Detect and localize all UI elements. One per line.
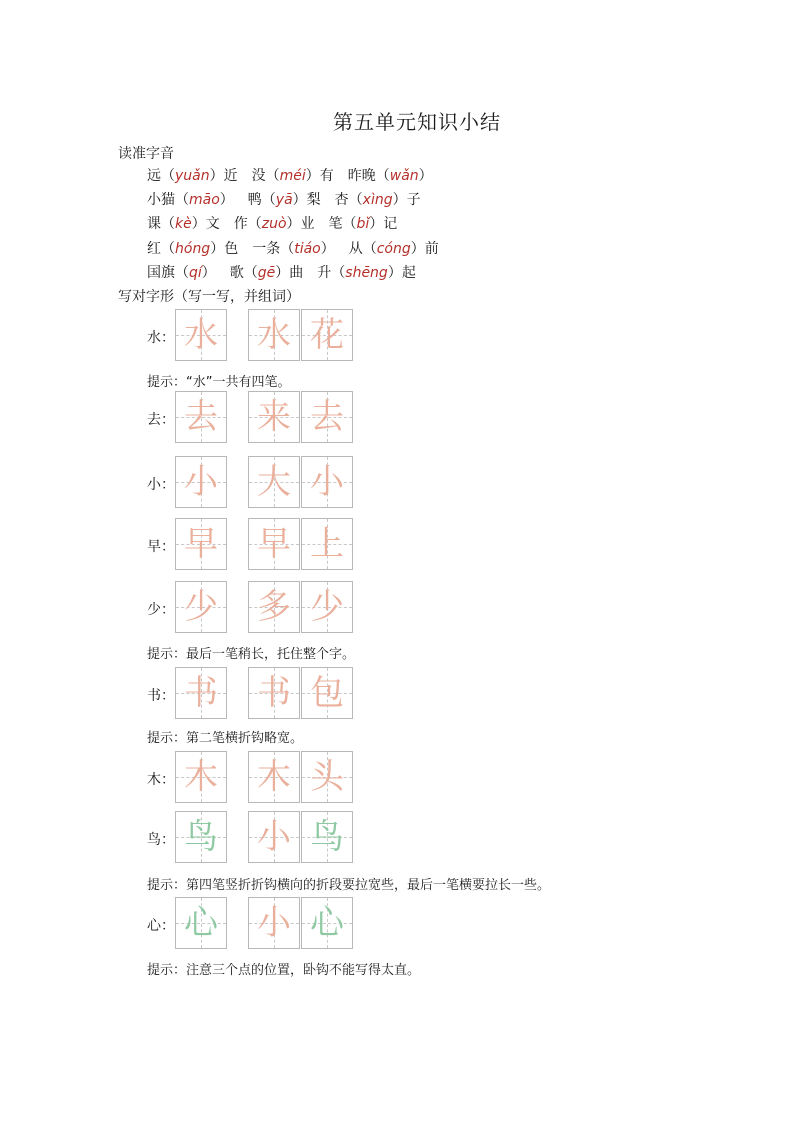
character-label: 鸟： <box>147 832 175 848</box>
tianzige-box <box>248 811 300 863</box>
section-heading-writing: 写对字形（写一写，并组词） <box>118 289 300 305</box>
word-text-after: ）有 <box>305 168 334 184</box>
pinyin-text: māo <box>189 192 220 208</box>
practice-character: 大 <box>257 462 291 502</box>
tianzige-box <box>248 391 300 443</box>
writing-hint: 提示：第四笔竖折折钩横向的折段要拉宽些，最后一笔横要拉长一些。 <box>147 878 551 893</box>
pinyin-word <box>234 216 315 232</box>
tianzige-box <box>301 581 353 633</box>
practice-character: 少 <box>310 587 344 627</box>
word-text-before: 没（ <box>251 168 280 184</box>
pinyin-text: yuǎn <box>175 168 210 184</box>
tianzige-box <box>175 667 227 719</box>
practice-character: 来 <box>257 397 291 437</box>
tianzige-box <box>175 456 227 508</box>
word-text-after: ） <box>201 265 216 281</box>
tianzige-box <box>301 751 353 803</box>
practice-character: 早 <box>184 524 218 564</box>
writing-hint: 提示：“水”一共有四笔。 <box>147 375 291 390</box>
tianzige-box <box>175 811 227 863</box>
word-text-after: ） <box>418 168 433 184</box>
tianzige-box <box>248 309 300 361</box>
pinyin-word <box>349 241 439 257</box>
practice-character: 多 <box>257 587 291 627</box>
pinyin-text: xìng <box>362 192 393 208</box>
pinyin-text: qí <box>189 265 202 281</box>
tianzige-box <box>248 897 300 949</box>
word-text-before: 远（ <box>147 168 175 184</box>
tianzige-box <box>248 751 300 803</box>
character-label: 水： <box>147 330 175 346</box>
tianzige-box <box>175 309 227 361</box>
word-text-after: ） <box>219 192 234 208</box>
word-text-after: ）近 <box>209 168 238 184</box>
pinyin-text: yā <box>275 192 293 208</box>
practice-character: 小 <box>184 462 218 502</box>
pinyin-line <box>147 262 416 282</box>
tianzige-box <box>301 391 353 443</box>
pinyin-word <box>147 241 238 257</box>
tianzige-box <box>175 751 227 803</box>
character-label: 少： <box>147 602 175 618</box>
section-heading-pronunciation: 读准字音 <box>118 146 174 162</box>
pinyin-text: cóng <box>376 241 411 257</box>
pinyin-text: méi <box>279 168 306 184</box>
tianzige-box <box>301 456 353 508</box>
practice-character: 鸟 <box>310 817 344 857</box>
pinyin-text: gē <box>257 265 276 281</box>
character-label: 小： <box>147 477 175 493</box>
tianzige-box <box>175 391 227 443</box>
practice-character: 鸟 <box>184 817 218 857</box>
pinyin-line <box>147 238 439 258</box>
word-text-after: ）曲 <box>275 265 304 281</box>
word-text-after: ）梨 <box>292 192 321 208</box>
pinyin-word <box>252 168 334 184</box>
word-text-after: ） <box>320 241 335 257</box>
pinyin-word <box>147 168 238 184</box>
word-text-after: ）记 <box>369 216 398 232</box>
practice-character: 去 <box>310 397 344 437</box>
pinyin-line <box>147 189 421 209</box>
word-text-before: 课（ <box>147 216 175 232</box>
page-title: 第五单元知识小结 <box>333 110 501 134</box>
word-text-before: 笔（ <box>328 216 357 232</box>
practice-character: 早 <box>257 524 291 564</box>
tianzige-box <box>175 518 227 570</box>
word-text-after: ）业 <box>286 216 315 232</box>
pinyin-word <box>329 216 398 232</box>
practice-character: 心 <box>184 903 218 943</box>
word-text-before: 一条（ <box>252 241 295 257</box>
tianzige-box <box>301 309 353 361</box>
pinyin-text: shēng <box>345 265 388 281</box>
writing-hint: 提示：注意三个点的位置，卧钩不能写得太直。 <box>147 963 421 978</box>
word-text-after: ）子 <box>392 192 421 208</box>
word-text-before: 鸭（ <box>247 192 276 208</box>
pinyin-text: bǐ <box>356 216 370 232</box>
pinyin-line <box>147 213 397 233</box>
practice-character: 书 <box>257 673 291 713</box>
word-text-after: ）色 <box>210 241 239 257</box>
word-text-before: 小猫（ <box>147 192 189 208</box>
practice-character: 水 <box>257 315 291 355</box>
practice-character: 水 <box>184 315 218 355</box>
pinyin-text: kè <box>175 216 192 232</box>
tianzige-box <box>301 897 353 949</box>
tianzige-box <box>301 518 353 570</box>
word-text-before: 从（ <box>348 241 377 257</box>
tianzige-box <box>248 581 300 633</box>
pinyin-word <box>317 265 416 281</box>
word-text-before: 作（ <box>233 216 262 232</box>
pinyin-word <box>147 265 216 281</box>
practice-character: 头 <box>310 757 344 797</box>
pinyin-word <box>335 192 421 208</box>
practice-character: 花 <box>310 315 344 355</box>
practice-character: 上 <box>310 524 344 564</box>
tianzige-box <box>301 667 353 719</box>
practice-character: 去 <box>184 397 218 437</box>
practice-character: 包 <box>310 673 344 713</box>
pinyin-word <box>230 265 304 281</box>
pinyin-text: zuò <box>261 216 287 232</box>
word-text-before: 升（ <box>317 265 346 281</box>
practice-character: 小 <box>257 903 291 943</box>
practice-character: 小 <box>310 462 344 502</box>
pinyin-word <box>147 216 220 232</box>
word-text-after: ）文 <box>191 216 220 232</box>
tianzige-box <box>301 811 353 863</box>
character-label: 去： <box>147 412 175 428</box>
word-text-before: 杏（ <box>334 192 363 208</box>
tianzige-box <box>175 581 227 633</box>
word-text-before: 歌（ <box>229 265 258 281</box>
practice-character: 木 <box>257 757 291 797</box>
word-text-after: ）起 <box>387 265 416 281</box>
pinyin-word <box>248 192 321 208</box>
tianzige-box <box>248 667 300 719</box>
pinyin-text: hóng <box>175 241 211 257</box>
tianzige-box <box>248 518 300 570</box>
practice-character: 木 <box>184 757 218 797</box>
pinyin-word <box>348 168 433 184</box>
practice-character: 心 <box>310 903 344 943</box>
writing-hint: 提示：最后一笔稍长，托住整个字。 <box>147 647 356 662</box>
practice-character: 少 <box>184 587 218 627</box>
pinyin-word <box>147 192 234 208</box>
word-text-before: 昨晚（ <box>347 168 390 184</box>
word-text-before: 红（ <box>147 241 175 257</box>
pinyin-text: wǎn <box>389 168 419 184</box>
character-label: 早： <box>147 539 175 555</box>
tianzige-box <box>248 456 300 508</box>
pinyin-text: tiáo <box>294 241 321 257</box>
character-label: 木： <box>147 772 175 788</box>
character-label: 心： <box>147 918 175 934</box>
word-text-before: 国旗（ <box>147 265 189 281</box>
writing-hint: 提示：第二笔横折钩略宽。 <box>147 731 304 746</box>
tianzige-box <box>175 897 227 949</box>
practice-character: 小 <box>257 817 291 857</box>
practice-character: 书 <box>184 673 218 713</box>
pinyin-line <box>147 165 433 185</box>
word-text-after: ）前 <box>410 241 439 257</box>
pinyin-word <box>252 241 335 257</box>
character-label: 书： <box>147 688 175 704</box>
